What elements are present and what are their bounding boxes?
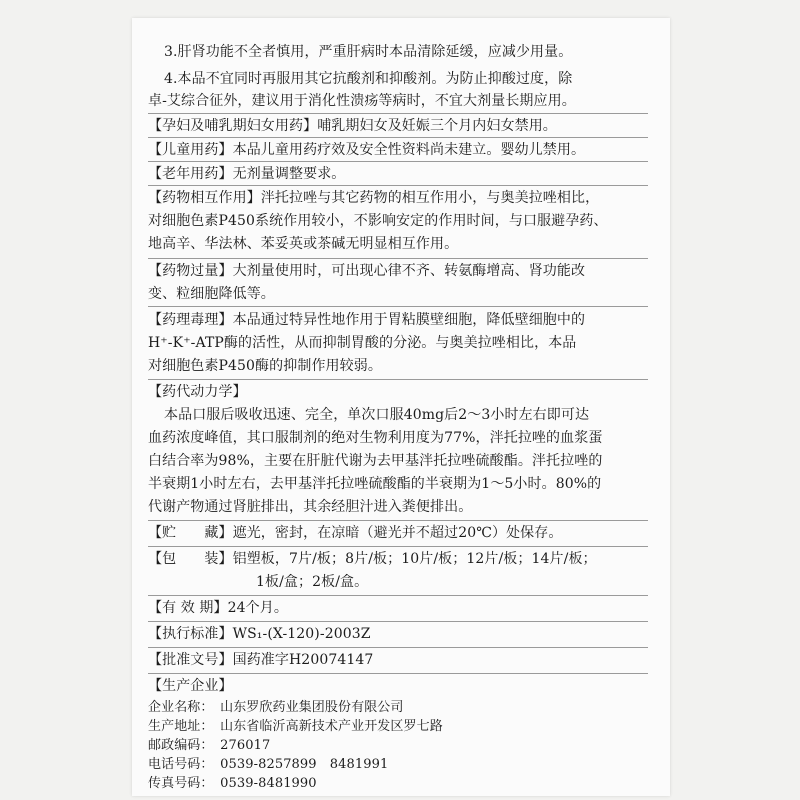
section-storage: 【贮 藏】遮光，密封，在凉暗（避光并不超过20℃）处保存。 (148, 525, 563, 541)
divider (148, 306, 648, 307)
section-overdose: 【药物过量】大剂量使用时，可出现心律不齐、转氨酶增高、肾功能改 (148, 263, 586, 279)
section-expiry: 【有 效 期】24个月。 (148, 600, 288, 616)
section-standard: 【执行标准】WS₁-(X-120)-2003Z (148, 626, 371, 642)
section-pharmacokinetics: 【药代动力学】 (148, 384, 247, 400)
divider (148, 520, 648, 521)
section-elderly: 【老年用药】无剂量调整要求。 (148, 166, 346, 182)
postal-code: 邮政编码： 276017 (148, 738, 271, 753)
divider (148, 673, 648, 674)
fax-number: 传真号码： 0539-8481990 (148, 776, 317, 791)
text-line: 4.本品不宜同时再服用其它抗酸剂和抑酸剂。为防止抑酸过度，除 (164, 71, 573, 87)
divider (148, 546, 648, 547)
text-line: 代谢产物通过肾脏排出，其余经胆汁进入粪便排出。 (148, 499, 473, 515)
text-line: 本品口服后吸收迅速、完全，单次口服40mg后2～3小时左右即可达 (164, 407, 590, 423)
text-line: 卓-艾综合征外，建议用于消化性溃疡等病时，不宜大剂量长期应用。 (148, 93, 576, 109)
section-interactions: 【药物相互作用】泮托拉唑与其它药物的相互作用小，与奥美拉唑相比， (148, 190, 600, 206)
phone-number: 电话号码： 0539-8257899 8481991 (148, 757, 389, 772)
divider (148, 185, 648, 186)
section-manufacturer: 【生产企业】 (148, 678, 233, 694)
text-line: 对细胞色素P450酶的抑制作用较弱。 (148, 358, 382, 374)
text-line: 变、粒细胞降低等。 (148, 286, 275, 302)
section-pregnancy: 【孕妇及哺乳期妇女用药】哺乳期妇女及妊娠三个月内妇女禁用。 (148, 118, 557, 134)
company-address: 生产地址： 山东省临沂高新技术产业开发区罗七路 (148, 719, 443, 734)
divider (148, 137, 648, 138)
section-approval: 【批准文号】国药准字H20074147 (148, 652, 374, 668)
section-package: 【包 装】铝塑板，7片/板；8片/板；10片/板；12片/板；14片/板； (148, 551, 597, 567)
text-line: 半衰期1小时左右，去甲基泮托拉唑硫酸酯的半衰期为1～5小时。80%的 (148, 476, 602, 492)
text-line: 血药浓度峰值，其口服制剂的绝对生物利用度为77%，泮托拉唑的血浆蛋 (148, 430, 603, 446)
text-line: 1板/盒；2板/盒。 (256, 574, 369, 590)
section-children: 【儿童用药】本品儿童用药疗效及安全性资料尚未建立。婴幼儿禁用。 (148, 142, 586, 158)
divider (148, 621, 648, 622)
divider (148, 595, 648, 596)
divider (148, 379, 648, 380)
text-line: 白结合率为98%，主要在肝脏代谢为去甲基泮托拉唑硫酸酯。泮托拉唑的 (148, 453, 603, 469)
section-pharmacology: 【药理毒理】本品通过特异性地作用于胃粘膜壁细胞，降低壁细胞中的 (148, 312, 586, 328)
divider (148, 113, 648, 114)
text-line: H⁺-K⁺-ATP酶的活性，从而抑制胃酸的分泌。与奥美拉唑相比，本品 (148, 335, 577, 351)
divider (148, 258, 648, 259)
divider (148, 647, 648, 648)
text-line: 3.肝肾功能不全者慎用，严重肝病时本品清除延缓，应减少用量。 (164, 44, 573, 60)
text-line: 地高辛、华法林、苯妥英或茶碱无明显相互作用。 (148, 236, 459, 252)
text-line: 对细胞色素P450系统作用较小，不影响安定的作用时间，与口服避孕药、 (148, 213, 608, 229)
company-name: 企业名称： 山东罗欣药业集团股份有限公司 (148, 700, 404, 715)
divider (148, 161, 648, 162)
